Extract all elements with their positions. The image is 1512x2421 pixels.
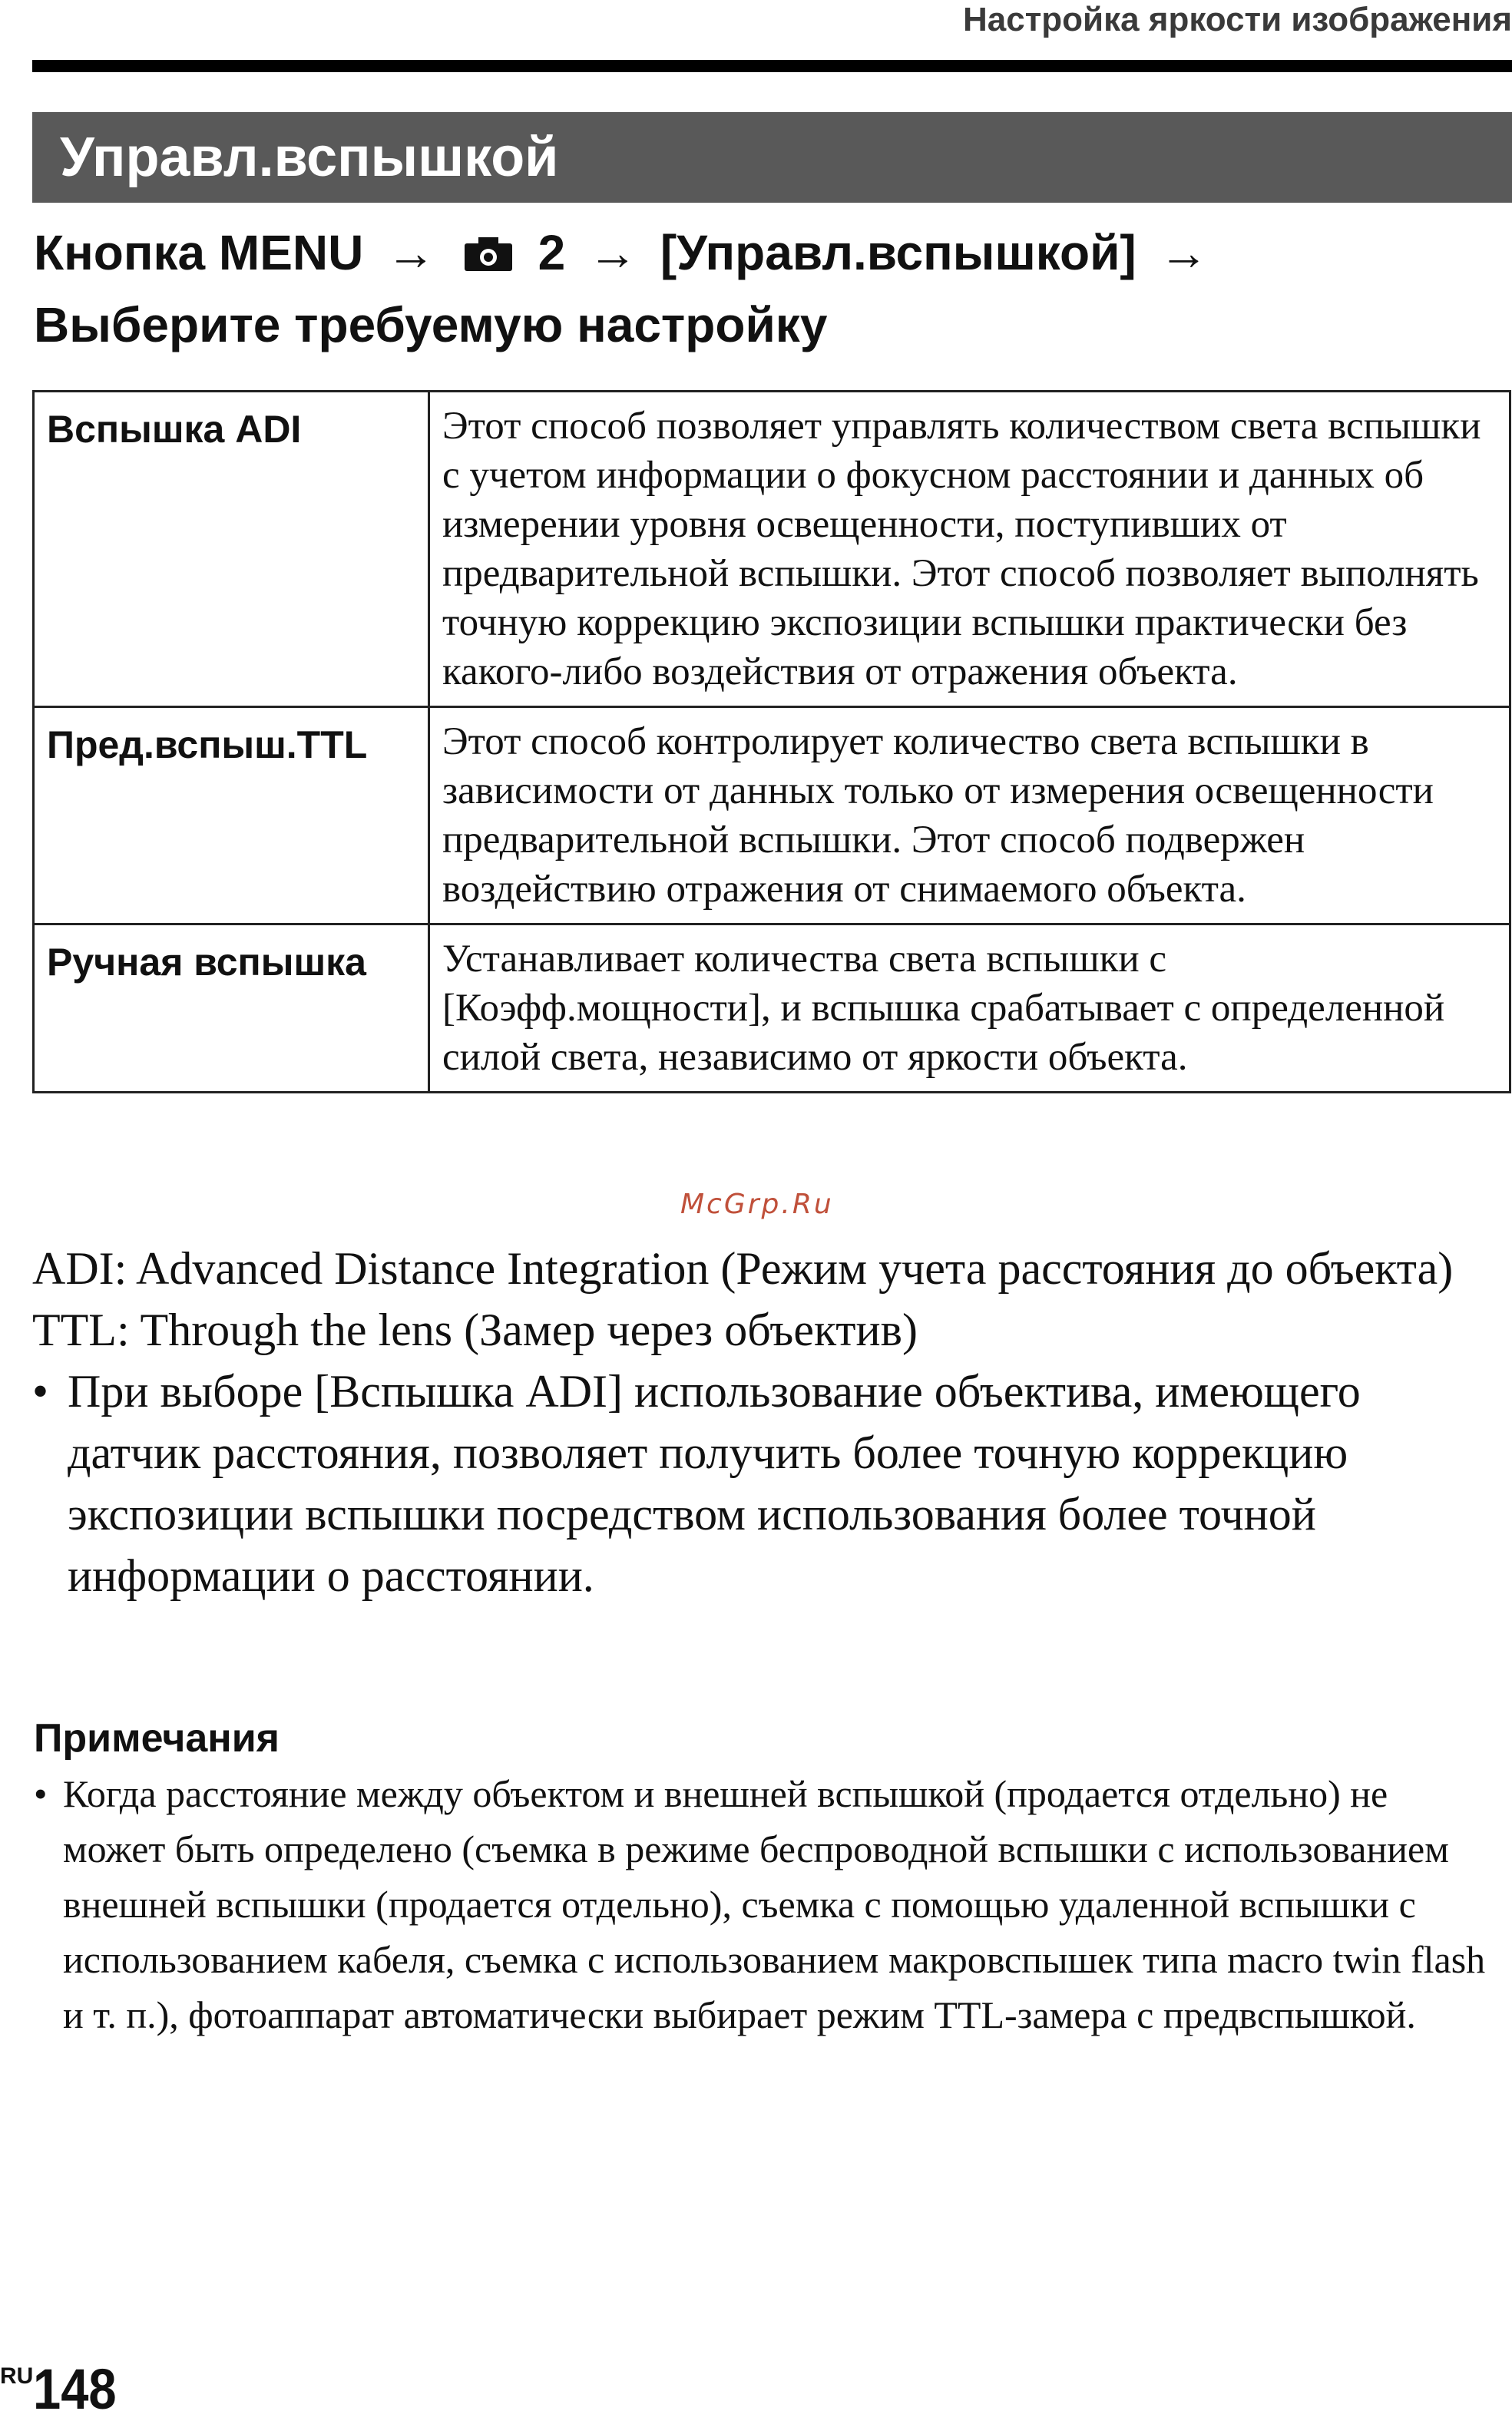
menu-button-text: Кнопка MENU	[34, 225, 364, 280]
abbreviation-notes	[32, 1238, 1499, 1606]
table-row	[34, 707, 1510, 924]
page-number: 148	[33, 2357, 117, 2421]
watermark: McGrp.Ru	[680, 1189, 834, 1220]
table-row	[34, 924, 1510, 1093]
setting-term: Вспышка ADI	[34, 392, 429, 707]
section-title: Управл.вспышкой	[60, 127, 559, 188]
menu-path-line-2: Выберите требуемую настройку	[34, 297, 828, 352]
notes-list	[34, 1766, 1493, 2042]
ttl-abbreviation: TTL: Through the lens (Замер через объектив)	[32, 1305, 918, 1355]
list-item	[32, 1361, 1499, 1606]
language-code: RU	[0, 2363, 34, 2389]
menu-path-line-1	[34, 217, 1477, 289]
notes-heading: Примечания	[34, 1716, 280, 1761]
setting-description: Этот способ контролирует количество света вспышки в зависимости от данных только от измерения освещенности предварительной вспышки. Этот способ подвержен воздействию отражения от снимаемого объекта.	[429, 707, 1510, 924]
setting-term: Пред.вспыш.TTL	[34, 707, 429, 924]
page-header-title: Настройка яркости изображения	[963, 1, 1512, 38]
bullet-marker: •	[34, 1772, 48, 1815]
bullet-marker: •	[32, 1366, 49, 1417]
arrow-icon: →	[1159, 225, 1209, 280]
list-item	[34, 1766, 1493, 2042]
arrow-icon: →	[588, 225, 638, 280]
flash-control-settings-table	[32, 390, 1511, 1093]
note-text: Когда расстояние между объектом и внешней вспышкой (продается отдельно) не может быть определено (съемка в режиме беспроводной вспышки с использованием внешней вспышки (продается отдельно), съемка с помощью удаленной вспышки с использованием кабеля, съемка с использованием макровспышек типа macro twin flash и т. п.), фотоаппарат автоматически выбирает режим TTL-замера с предвспышкой.	[63, 1772, 1486, 2036]
setting-description: Этот способ позволяет управлять количеством света вспышки с учетом информации о фокусном расстоянии и данных об измерении уровня освещенности, поступивших от предварительной вспышки. Этот способ позволяет выполнять точную коррекцию экспозиции вспышки практически без какого-либо воздействия от отражения объекта.	[429, 392, 1510, 707]
header-rule	[32, 60, 1512, 72]
bullet-text: При выборе [Вспышка ADI] использование объектива, имеющего датчик расстояния, позволяет получить более точную коррекцию экспозиции вспышки посредством использования более точной информации о расстоянии.	[68, 1366, 1361, 1601]
menu-tab-number: 2	[538, 225, 566, 280]
arrow-icon: →	[386, 225, 436, 280]
adi-abbreviation: ADI: Advanced Distance Integration (Режим учета расстояния до объекта)	[32, 1243, 1454, 1294]
page-footer	[0, 2359, 128, 2420]
setting-description: Устанавливает количества света вспышки с [Коэфф.мощности], и вспышка срабатывает с определенной силой света, независимо от яркости объекта.	[429, 924, 1510, 1093]
menu-item-name: [Управл.вспышкой]	[660, 225, 1136, 280]
menu-path-instruction	[34, 217, 1477, 361]
setting-term: Ручная вспышка	[34, 924, 429, 1093]
section-banner	[32, 112, 1512, 203]
camera-icon	[463, 236, 514, 273]
table-row	[34, 392, 1510, 707]
